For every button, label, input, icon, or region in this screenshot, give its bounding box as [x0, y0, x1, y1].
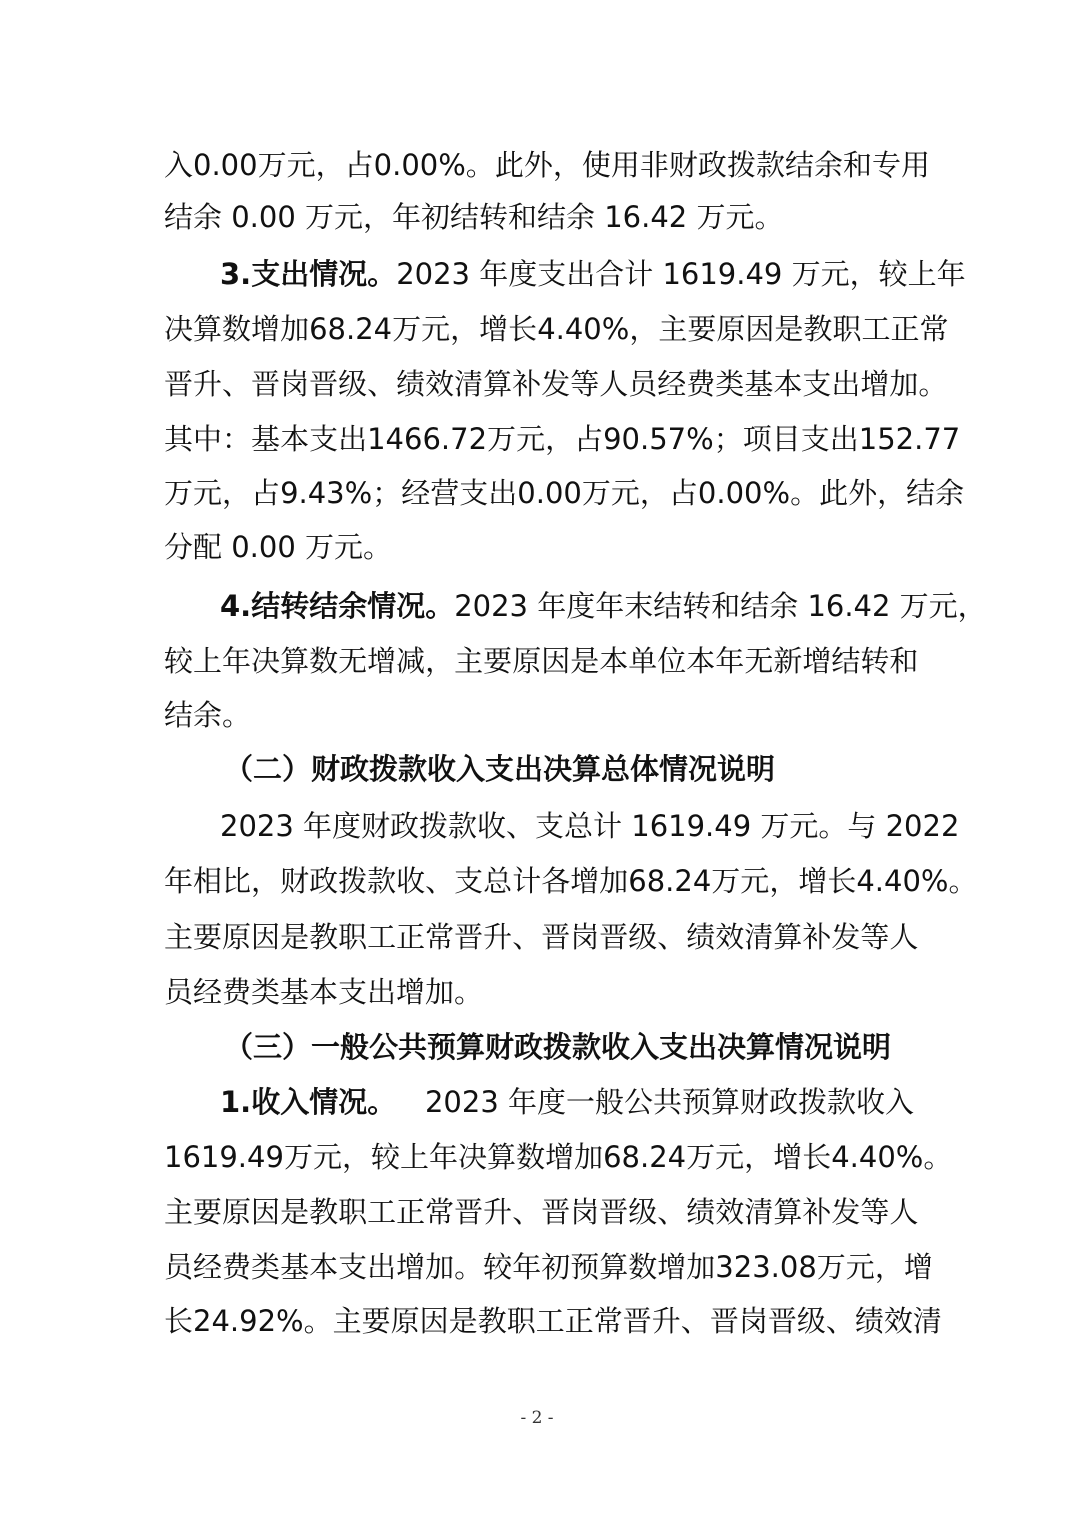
page-number: - 2 -	[520, 1408, 554, 1428]
section-label-expense: 3.支出情况。	[220, 257, 397, 291]
paragraph-line: 主 要 原 因 是 教 职 工 正 常 晋 升 、 晋 岗 晋 级 、 绩 效 清 算 补 发 等 人	[164, 920, 919, 954]
section-label-income: 1.收入情况。	[220, 1085, 397, 1119]
paragraph-line: 年 相 比 ， 财 政 拨 款 收 、 支 总 计 各 增 加 68.24 万 元 ， 增 长 4.40% 。	[164, 864, 978, 898]
paragraph-line: 主 要 原 因 是 教 职 工 正 常 晋 升 、 晋 岗 晋 级 、 绩 效 清 算 补 发 等 人	[164, 1195, 919, 1229]
paragraph-line: 万 元 ， 占 9.43% ； 经 营 支 出 0.00 万 元 ， 占 0.00% 。 此 外 ， 结 余	[164, 476, 965, 510]
paragraph-line: 分配 0.00 万元。	[164, 530, 393, 564]
paragraph-line: 长 24.92% 。 主 要 原 因 是 教 职 工 正 常 晋 升 、 晋 岗 晋 级 、 绩 效 清	[164, 1304, 942, 1338]
paragraph-line	[220, 1077, 914, 1127]
paragraph-line: 1619.49 万 元 ， 较 上 年 决 算 数 增 加 68.24 万 元 ， 增 长 4.40% 。	[164, 1140, 953, 1174]
paragraph-text: 2023 年度年末结转和结余 16.42 万元，	[454, 589, 987, 623]
paragraph-line: 晋 升 、 晋 岗 晋 级 、 绩 效 清 算 补 发 等 人 员 经 费 类 基 本 支 出 增 加 。	[164, 367, 948, 401]
paragraph-text: 2023 年度支出合计 1619.49 万元，较上年	[396, 257, 966, 291]
section-label-balance: 4.结转结余情况。	[220, 589, 455, 623]
paragraph-line: 员 经 费 类 基 本 支 出 增 加 。 较 年 初 预 算 数 增 加 323.08 万 元 ， 增	[164, 1250, 933, 1284]
paragraph-line: 2023 年度财政拨款收、支总计 1619.49 万元。与 2022	[220, 809, 960, 843]
paragraph-line: 其 中 ： 基 本 支 出 1466.72 万 元 ， 占 90.57% ； 项 目 支 出 152.77	[164, 422, 961, 456]
paragraph-line: 员经费类基本支出增加。	[164, 975, 484, 1009]
section-heading-2: （二）财政拨款收入支出决算总体情况说明	[224, 752, 776, 786]
paragraph-line: 结余 0.00 万元，年初结转和结余 16.42 万元。	[164, 200, 784, 234]
paragraph-text: 2023 年度一般公共预算财政拨款收入	[424, 1085, 914, 1119]
paragraph-line: 结余。	[164, 698, 252, 732]
section-heading-3: （三）一般公共预算财政拨款收入支出决算情况说明	[224, 1030, 892, 1064]
paragraph-line	[220, 249, 966, 299]
paragraph-line: 较 上 年 决 算 数 无 增 减 ， 主 要 原 因 是 本 单 位 本 年 无 新 增 结 转 和	[164, 644, 919, 678]
paragraph-line	[220, 581, 987, 631]
paragraph-line: 入 0.00 万 元 ， 占 0.00% 。 此 外 ， 使 用 非 财 政 拨 款 结 余 和 专 用	[164, 148, 931, 182]
paragraph-line: 决 算 数 增 加 68.24 万 元 ， 增 长 4.40% ， 主 要 原 因 是 教 职 工 正 常	[164, 312, 949, 346]
